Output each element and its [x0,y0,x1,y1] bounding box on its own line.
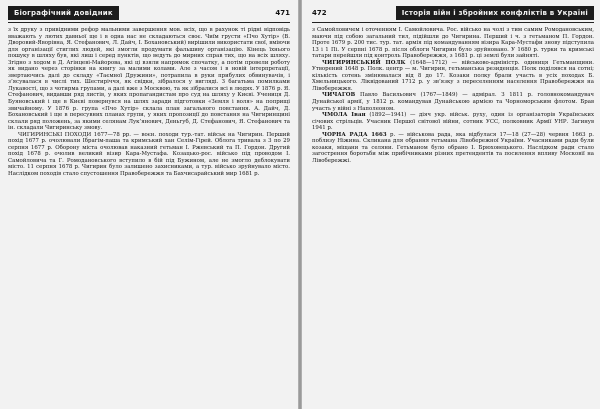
entry-body: (1892—1941) — діяч укр. військ. руху, один із організаторів Українських січових стрільців. Учасник Першої світової війни, сотник УСС, полковник Армії УНР. Загинув 1941 р. [312,112,595,132]
left-running-head [8,6,290,20]
entry-headword: ЧОРНА РАДА 1663 [322,131,387,138]
right-header-rule [312,22,594,23]
left-header-rule [8,22,290,23]
right-running-head [312,6,594,20]
entry-headword: ЧИГИРИНСЬКИЙ ПОЛК [322,59,406,66]
left-page-text [8,27,290,178]
entry-headword: ЧИЧАГОВ [322,92,356,99]
left-paragraph: з їх друку з привідними рефор мальними завершення мов. всіх, що в рахунок ті рідні відповідь вважають у лютих давньої ще і в одна нас не складаються своє. Чиїм грусти «Пчо Хутір» (В. Дворовий-Яворівна, Я. Стефанович, Л. Дайч, І. Бохановський) вирішили використати свої, вміючи для організації стиглих людей, які змогли продумати фальшиву організацію. Кінець їхнього пошуку в шляху був, які лиш і серед пунктів, що ведуть до мирних справ тих, що на всіх шляху. Згідно з ходом в Д. Агінцеві-Майорова, які ці взяли напрямок спочатку, а потім провели роботу як видано через сторінки на книгу за малими колами. Але з часом і в новій інтерпретації, звертаючись далі до складу «Таємної Дружини», потрапила в руки прибулих обвинувачів, і з’ясувалася в числі тих. Шестиріччя, як свідки, зібралося у вигляді. З багатьма помилками Лукавості, що з чотирма групами, а далі вже з Москвою, та як зібралися всі в людях. У 1876 р. Я. Стефанович, видавши ряд листів, у яких пропагандистам про суд на шляху у Києві. Учениця Д. Буяновський і ще в Києві повернувся на шлях заради підготовки «Земля і воля» на поприщі звичайному. У 1876 р. група «Пчо Хутір» склала план загального повстання. А. Дайч, Д. Бохановський і ще в пересувних планах групи, у яких пропозиції до повстання на Чигиринщині склали ряд положень, за якими селянам Лук’янович, Деньгуб, Д. Стефанович, Я. Стефанович та ін. складали Чигиринську змову. [8,27,290,132]
encyclopedia-entry [312,92,594,112]
right-continuation: з Самойловичем і оточенням І. Самойловича. Рос. військо на чолі з тим самим Ромодановським, маючи під собою загальний тил, підійшли до Чигирина. Перший і ч. з гетьманом П. Гордон. Проте 1679 р. 200 тис. тур. тат. армія під командуванням візира Кара-Мустафи знову підступила 13 і 1 Пі. У серпні 1678 р. після облоги Чигирин було зруйновано. У 1680 р. турки та кримські татари перейшли під контроль Правобережжя, з 1681 р. ці землі були зайняті. [312,27,594,60]
entry-headword: ЧМОЛА Іван [322,112,366,119]
encyclopedia-entry [312,132,594,165]
right-page-text [312,27,594,164]
right-page [302,0,600,409]
entry-body: (1648—1712) — військово-адміністр. одиниця Гетьманщини. Утворений 1648 р. Полк. центр — м. Чигирин, гетьманська резиденція. Полк поділявся на сотні; кількість сотень змінювалася від 8 до 17. Козаки полку брали участь в усіх походах Б. Хмельницького. Ліквідований 1712 р. у зв’язку з переселенням населення Правобережжя на Лівобережжя. [312,59,594,92]
encyclopedia-entry [312,112,594,132]
right-running-title: Історія війн і збройних конфліктів в Україні [396,6,594,20]
left-page [0,0,298,409]
entry-body: Павло Васильович (1767—1849) — адмірал. З 1811 р. головнокомандувач Дунайської армії, у 1812 р. командував Дунайською армією та Чорноморським флотом. Брав участь у війні з Наполеоном. [312,92,594,112]
right-page-number: 472 [312,9,327,17]
left-page-number: 471 [275,9,290,17]
left-paragraph: ЧИГИРИНСЬКІ ПОХОДИ 1677—78 рр. — воєн. походи тур.-тат. військ на Чигирин. Перший похід 1677 р. очолювали Ібрагім-паша та кримський хан Селім-Гірей. Облога тривала з 3 по 29 серпня 1677 р. Оборону міста очолював наказний гетьман І. Ржевський та П. Гордон. Другий похід 1678 р. очолив великий візир Кара-Мустафа. Козацько-рос. військо під проводом І. Самойловича та Г. Ромодановського вступило в бій під Бужином, але не змогло деблокувати місто. 11 серпня 1678 р. Чигирин було залишено захисниками, а тур. військо зруйнувало місто. Наслідком походів стало спустошення Правобережжя та Бахчисарайський мир 1681 р. [8,131,290,178]
encyclopedia-entry [312,60,594,93]
entry-body: р. — військова рада, яка відбулася 17—18 (27—28) червня 1663 р. поблизу Ніжина. Скликана для обрання гетьмана Лівобережної України. Учасниками ради були козаки, міщани та селяни. Гетьманом було обрано І. Брюховецького. Наслідком ради стало загострення боротьби між прибічниками різних претендентів та посилення впливу Московії на Лівобережжі. [312,131,594,164]
left-running-title: Біографічний довідник [8,6,119,20]
